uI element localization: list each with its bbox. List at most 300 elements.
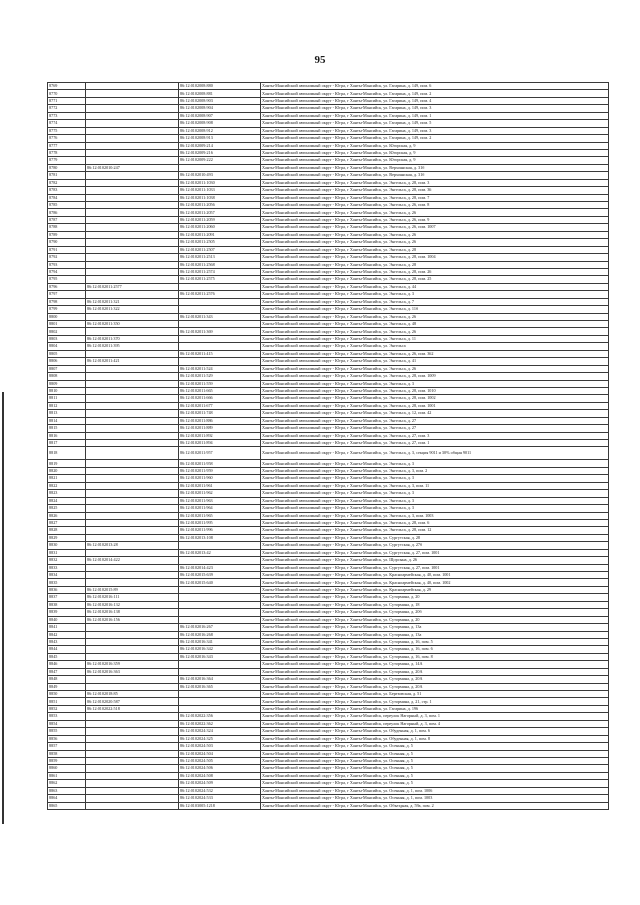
row-number: 8772 <box>48 105 86 112</box>
row-number: 8828 <box>48 527 86 534</box>
address-region-prefix: Ханты-Мансийский автономный округ - Югра, г Ханты-Мансийск, <box>262 720 384 726</box>
row-number: 8849 <box>48 683 86 690</box>
building-cadastral-number: 86:12:0102016:268 <box>179 631 261 638</box>
table-row <box>48 720 609 727</box>
address-street: ул. Энгельса, д. 26 <box>383 239 417 245</box>
land-cadastral-number <box>86 246 179 253</box>
address-street: ул. Энгельса, д. 3, секция 9011 и 30% общая 9011 <box>383 450 472 456</box>
property-address <box>261 387 609 394</box>
building-cadastral-number: 86:12:0102024:324 <box>179 728 261 735</box>
address-region-prefix: Ханты-Мансийский автономный округ - Югра, г Ханты-Мансийск, <box>262 202 384 208</box>
building-cadastral-number: 86:12:0102011:1030 <box>179 179 261 186</box>
address-street: ул. Сургутская, д. 27, пом. 1001 <box>383 549 440 555</box>
row-number: 8780 <box>48 164 86 171</box>
address-street: ул. Осенняя, д. 1, пом. 1003 <box>383 795 433 801</box>
address-region-prefix: Ханты-Мансийский автономный округ - Югра, г Ханты-Мансийск, <box>262 609 384 615</box>
address-street: ул. Сутормина, д. 16, пом. 5 <box>383 639 433 645</box>
building-cadastral-number: 86:12:0102011:2057 <box>179 209 261 216</box>
building-cadastral-number <box>179 609 261 616</box>
address-street: ул. Энгельса, д. 41 <box>383 358 417 364</box>
building-cadastral-number: 86:12:0102008:913 <box>179 135 261 142</box>
property-address <box>261 460 609 467</box>
table-row <box>48 127 609 134</box>
table-row <box>48 373 609 380</box>
property-address <box>261 172 609 179</box>
address-region-prefix: Ханты-Мансийский автономный округ - Югра, г Ханты-Мансийск, <box>262 306 384 312</box>
building-cadastral-number: 86:12:0102011:894 <box>179 440 261 447</box>
address-street: ул. Энгельса, д. 3 <box>383 505 415 511</box>
address-street: ул. Объездная, д. 59а, пом. 2 <box>383 802 434 808</box>
property-address <box>261 350 609 357</box>
land-cadastral-number <box>86 750 179 757</box>
row-number: 8795 <box>48 276 86 283</box>
property-address <box>261 676 609 683</box>
property-address <box>261 743 609 750</box>
row-number: 8788 <box>48 224 86 231</box>
property-address <box>261 512 609 519</box>
address-street: ул. Энгельса, д. 28, пом. 1002 <box>383 395 436 401</box>
building-cadastral-number: 86:12:0102011:2060 <box>179 224 261 231</box>
land-cadastral-number <box>86 216 179 223</box>
table-row <box>48 291 609 298</box>
property-address <box>261 490 609 497</box>
row-number: 8810 <box>48 387 86 394</box>
property-address <box>261 157 609 164</box>
building-cadastral-number: 86:12:0102011:965 <box>179 512 261 519</box>
land-cadastral-number <box>86 519 179 526</box>
table-row <box>48 231 609 238</box>
address-region-prefix: Ханты-Мансийский автономный округ - Югра, г Ханты-Мансийск, <box>262 239 384 245</box>
building-cadastral-number: 86:12:0102011:1038 <box>179 194 261 201</box>
address-region-prefix: Ханты-Мансийский автономный округ - Югра, г Ханты-Мансийск, <box>262 254 384 260</box>
table-row <box>48 505 609 512</box>
property-address <box>261 750 609 757</box>
table-row <box>48 490 609 497</box>
table-row <box>48 417 609 424</box>
property-address <box>261 802 609 809</box>
address-region-prefix: Ханты-Мансийский автономный округ - Югра, г Ханты-Мансийск, <box>262 542 384 548</box>
address-street: ул. Верхоянская, д. 31б <box>383 164 425 170</box>
table-row <box>48 460 609 467</box>
table-row <box>48 239 609 246</box>
row-number: 8846 <box>48 661 86 668</box>
address-street: ул. Сутормина, д. 14А <box>383 661 423 667</box>
property-address <box>261 691 609 698</box>
table-row <box>48 120 609 127</box>
property-address <box>261 467 609 474</box>
address-region-prefix: Ханты-Мансийский автономный округ - Югра, г Ханты-Мансийск, <box>262 365 384 371</box>
table-row <box>48 149 609 156</box>
land-cadastral-number <box>86 127 179 134</box>
building-cadastral-number <box>179 298 261 305</box>
address-street: ул. Энгельса, д. 3 <box>383 475 415 481</box>
property-address <box>261 631 609 638</box>
address-street: ул. Красноармейская, д. 40, пом. 1001 <box>383 572 451 578</box>
property-address <box>261 542 609 549</box>
land-cadastral-number: 86:12:0102016:132 <box>86 601 179 608</box>
land-cadastral-number <box>86 261 179 268</box>
property-address <box>261 105 609 112</box>
address-region-prefix: Ханты-Мансийский автономный округ - Югра, г Ханты-Мансийск, <box>262 758 384 764</box>
address-street: ул. Осенняя, д. 1, пом. 1006 <box>383 787 433 793</box>
building-cadastral-number: 86:12:0102011:2091 <box>179 231 261 238</box>
address-region-prefix: Ханты-Мансийский автономный округ - Югра, г Ханты-Мансийск, <box>262 432 384 438</box>
property-address <box>261 97 609 104</box>
address-region-prefix: Ханты-Мансийский автономный округ - Югра, г Ханты-Мансийск, <box>262 668 384 674</box>
building-cadastral-number: 86:12:0102011:962 <box>179 490 261 497</box>
land-cadastral-number <box>86 780 179 787</box>
land-cadastral-number <box>86 276 179 283</box>
land-cadastral-number <box>86 291 179 298</box>
address-region-prefix: Ханты-Мансийский автономный округ - Югра, г Ханты-Мансийск, <box>262 490 384 496</box>
row-number: 8836 <box>48 586 86 593</box>
property-address <box>261 224 609 231</box>
building-cadastral-number: 86:12:0102024:533 <box>179 795 261 802</box>
property-address <box>261 328 609 335</box>
address-street: ул. Обуденная, д. 1, пом. 8 <box>383 735 430 741</box>
row-number: 8865 <box>48 802 86 809</box>
building-cadastral-number: 86:12:0102011:343 <box>179 313 261 320</box>
land-cadastral-number <box>86 579 179 586</box>
building-cadastral-number: 86:12:0102011:958 <box>179 460 261 467</box>
table-row <box>48 328 609 335</box>
address-region-prefix: Ханты-Мансийский автономный округ - Югра, г Ханты-Мансийск, <box>262 549 384 555</box>
address-region-prefix: Ханты-Мансийский автономный округ - Югра, г Ханты-Мансийск, <box>262 467 384 473</box>
building-cadastral-number <box>179 306 261 313</box>
land-cadastral-number <box>86 787 179 794</box>
address-street: ул. Гагарина, д. 149, пом. 3 <box>383 127 432 133</box>
address-region-prefix: Ханты-Мансийский автономный округ - Югра, г Ханты-Мансийск, <box>262 512 384 518</box>
land-cadastral-number <box>86 743 179 750</box>
address-street: ул. Красноармейская, д. 40, пом. 1002 <box>383 579 451 585</box>
property-address <box>261 90 609 97</box>
land-cadastral-number <box>86 713 179 720</box>
building-cadastral-number: 86:12:0102009:216 <box>179 149 261 156</box>
building-cadastral-number: 86:12:0102011:964 <box>179 505 261 512</box>
land-cadastral-number <box>86 395 179 402</box>
row-number: 8806 <box>48 358 86 365</box>
land-cadastral-number <box>86 254 179 261</box>
address-region-prefix: Ханты-Мансийский автономный округ - Югра, г Ханты-Мансийск, <box>262 335 384 341</box>
row-number: 8844 <box>48 646 86 653</box>
building-cadastral-number: 86:12:0102011:2059 <box>179 216 261 223</box>
building-cadastral-number <box>179 358 261 365</box>
address-region-prefix: Ханты-Мансийский автономный округ - Югра, г Ханты-Мансийск, <box>262 172 384 178</box>
land-cadastral-number: 86:12:0102011:350 <box>86 321 179 328</box>
margin-bar <box>2 392 4 824</box>
table-row <box>48 179 609 186</box>
property-registry-table <box>47 82 609 810</box>
property-address <box>261 440 609 447</box>
row-number: 8802 <box>48 328 86 335</box>
building-cadastral-number: 86:12:0102011:2507 <box>179 246 261 253</box>
row-number: 8813 <box>48 410 86 417</box>
row-number: 8862 <box>48 780 86 787</box>
address-region-prefix: Ханты-Мансийский автономный округ - Югра, г Ханты-Мансийск, <box>262 358 384 364</box>
land-cadastral-number <box>86 505 179 512</box>
table-row <box>48 601 609 608</box>
property-address <box>261 646 609 653</box>
table-row <box>48 564 609 571</box>
land-cadastral-number: 86:12:0102011:421 <box>86 358 179 365</box>
address-region-prefix: Ханты-Мансийский автономный округ - Югра, г Ханты-Мансийск, <box>262 450 384 456</box>
property-address <box>261 142 609 149</box>
row-number: 8861 <box>48 772 86 779</box>
property-address <box>261 594 609 601</box>
property-address <box>261 380 609 387</box>
address-street: ул. Сутормина, д. 20б <box>383 609 422 615</box>
building-cadastral-number: 86:12:0102011:892 <box>179 432 261 439</box>
building-cadastral-number: 86:12:0102016:341 <box>179 638 261 645</box>
row-number: 8835 <box>48 579 86 586</box>
table-row <box>48 313 609 320</box>
table-row <box>48 467 609 474</box>
table-row <box>48 668 609 675</box>
address-region-prefix: Ханты-Мансийский автономный округ - Югра, г Ханты-Мансийск, <box>262 298 384 304</box>
row-number: 8843 <box>48 638 86 645</box>
row-number: 8833 <box>48 564 86 571</box>
land-cadastral-number <box>86 350 179 357</box>
property-address <box>261 586 609 593</box>
address-region-prefix: Ханты-Мансийский автономный округ - Югра, г Ханты-Мансийск, <box>262 150 384 156</box>
table-row <box>48 164 609 171</box>
table-row <box>48 135 609 142</box>
address-street: ул. Гагарина, д. 149, пом. 1 <box>383 112 432 118</box>
property-address <box>261 135 609 142</box>
property-address <box>261 564 609 571</box>
land-cadastral-number <box>86 313 179 320</box>
address-region-prefix: Ханты-Мансийский автономный округ - Югра, г Ханты-Мансийск, <box>262 750 384 756</box>
land-cadastral-number <box>86 482 179 489</box>
table-row <box>48 440 609 447</box>
building-cadastral-number: 86:12:0102015:639 <box>179 572 261 579</box>
table-row <box>48 298 609 305</box>
row-number: 8853 <box>48 713 86 720</box>
address-street: ул. Гагарина, д. 149, пом. 4 <box>383 97 432 103</box>
land-cadastral-number <box>86 772 179 779</box>
address-street: ул. Энгельса, д. 26, пом. 9 <box>383 216 430 222</box>
building-cadastral-number: 86:12:0102008:881 <box>179 90 261 97</box>
address-street: ул. Сутормина, д. 13а <box>383 631 422 637</box>
address-street: ул. Гагарина, д. 149, пом. 5 <box>383 120 432 126</box>
land-cadastral-number: 86:12:0102016:138 <box>86 609 179 616</box>
address-region-prefix: Ханты-Мансийский автономный округ - Югра, г Ханты-Мансийск, <box>262 802 384 808</box>
row-number: 8808 <box>48 373 86 380</box>
building-cadastral-number: 86:12:0102009:214 <box>179 142 261 149</box>
property-address <box>261 231 609 238</box>
address-region-prefix: Ханты-Мансийский автономный округ - Югра, г Ханты-Мансийск, <box>262 142 384 148</box>
address-street: ул. Сутормина, д. 13а <box>383 624 422 630</box>
property-address <box>261 713 609 720</box>
building-cadastral-number: 86:12:0102011:559 <box>179 380 261 387</box>
row-number: 8778 <box>48 149 86 156</box>
property-address <box>261 668 609 675</box>
property-address <box>261 194 609 201</box>
land-cadastral-number <box>86 683 179 690</box>
land-cadastral-number <box>86 490 179 497</box>
property-address <box>261 425 609 432</box>
land-cadastral-number <box>86 624 179 631</box>
address-street: ул. Энгельса, д. 26 <box>383 231 417 237</box>
building-cadastral-number: 86:12:0102024:503 <box>179 743 261 750</box>
table-row <box>48 358 609 365</box>
address-street: ул. Энгельса, д. 3 <box>383 460 415 466</box>
building-cadastral-number <box>179 343 261 350</box>
address-region-prefix: Ханты-Мансийский автономный округ - Югра, г Ханты-Мансийск, <box>262 698 384 704</box>
address-region-prefix: Ханты-Мансийский автономный округ - Югра, г Ханты-Мансийск, <box>262 246 384 252</box>
row-number: 8837 <box>48 594 86 601</box>
land-cadastral-number <box>86 417 179 424</box>
row-number: 8809 <box>48 380 86 387</box>
address-region-prefix: Ханты-Мансийский автономный округ - Югра, г Ханты-Мансийск, <box>262 291 384 297</box>
address-region-prefix: Ханты-Мансийский автономный округ - Югра, г Ханты-Мансийск, <box>262 520 384 526</box>
land-cadastral-number <box>86 105 179 112</box>
row-number: 8791 <box>48 246 86 253</box>
row-number: 8774 <box>48 120 86 127</box>
table-row <box>48 90 609 97</box>
row-number: 8770 <box>48 90 86 97</box>
building-cadastral-number: 86:12:0102011:961 <box>179 482 261 489</box>
building-cadastral-number: 86:12:0102011:1033 <box>179 187 261 194</box>
land-cadastral-number <box>86 83 179 90</box>
land-cadastral-number <box>86 90 179 97</box>
land-cadastral-number: 86:12:0102016:111 <box>86 594 179 601</box>
property-address <box>261 549 609 556</box>
building-cadastral-number: 86:12:0102008:907 <box>179 112 261 119</box>
land-cadastral-number <box>86 373 179 380</box>
table-row <box>48 306 609 313</box>
property-address <box>261 187 609 194</box>
address-region-prefix: Ханты-Мансийский автономный округ - Югра, г Ханты-Мансийск, <box>262 601 384 607</box>
address-street: ул. Энгельса <box>383 343 406 349</box>
building-cadastral-number: 86:12:0102011:665 <box>179 387 261 394</box>
property-address <box>261 202 609 209</box>
land-cadastral-number <box>86 527 179 534</box>
land-cadastral-number <box>86 497 179 504</box>
building-cadastral-number <box>179 616 261 623</box>
building-cadastral-number: 86:12:0102011:415 <box>179 350 261 357</box>
land-cadastral-number: 86:12:0102016:363 <box>86 668 179 675</box>
property-address <box>261 417 609 424</box>
building-cadastral-number: 86:12:0102016:267 <box>179 624 261 631</box>
address-street: ул. Энгельса, д. 7 <box>383 298 415 304</box>
property-address <box>261 728 609 735</box>
land-cadastral-number <box>86 512 179 519</box>
property-address <box>261 475 609 482</box>
land-cadastral-number <box>86 638 179 645</box>
address-region-prefix: Ханты-Мансийский автономный округ - Югра, г Ханты-Мансийск, <box>262 787 384 793</box>
address-street: ул. Гагарина, д. 149, пом. 2 <box>383 90 432 96</box>
address-street: ул. Сутормина, д. 20А <box>383 668 423 674</box>
building-cadastral-number: 86:12:0102022:362 <box>179 720 261 727</box>
land-cadastral-number: 86:12:0102013:28 <box>86 542 179 549</box>
land-cadastral-number <box>86 728 179 735</box>
building-cadastral-number: 86:12:0102011:2513 <box>179 254 261 261</box>
table-row <box>48 787 609 794</box>
address-region-prefix: Ханты-Мансийский автономный округ - Югра, г Ханты-Мансийск, <box>262 534 384 540</box>
property-address <box>261 261 609 268</box>
address-street: ул. Сургутская, д. 27б <box>383 542 423 548</box>
building-cadastral-number: 86:12:0102015:640 <box>179 579 261 586</box>
building-cadastral-number: 86:12:0102011:2056 <box>179 202 261 209</box>
land-cadastral-number <box>86 802 179 809</box>
row-number: 8794 <box>48 268 86 275</box>
land-cadastral-number: 86:12:0102016:359 <box>86 661 179 668</box>
address-street: ул. Обуденная, д. 1, пом. 6 <box>383 728 430 734</box>
table-row <box>48 512 609 519</box>
table-row <box>48 432 609 439</box>
table-row <box>48 624 609 631</box>
building-cadastral-number <box>179 668 261 675</box>
row-number: 8840 <box>48 616 86 623</box>
row-number: 8821 <box>48 475 86 482</box>
row-number: 8847 <box>48 668 86 675</box>
table-row <box>48 112 609 119</box>
property-address <box>261 482 609 489</box>
table-row <box>48 557 609 564</box>
property-address <box>261 534 609 541</box>
land-cadastral-number <box>86 231 179 238</box>
row-number: 8812 <box>48 402 86 409</box>
property-address <box>261 216 609 223</box>
property-address <box>261 557 609 564</box>
property-address <box>261 705 609 712</box>
table-row <box>48 350 609 357</box>
table-row <box>48 795 609 802</box>
property-address <box>261 765 609 772</box>
row-number: 8797 <box>48 291 86 298</box>
address-region-prefix: Ханты-Мансийский автономный округ - Югра, г Ханты-Мансийск, <box>262 83 384 89</box>
address-street: ул. Энгельса, д. 26, пом. 1007 <box>383 224 436 230</box>
land-cadastral-number <box>86 549 179 556</box>
property-address <box>261 720 609 727</box>
land-cadastral-number <box>86 757 179 764</box>
row-number: 8857 <box>48 743 86 750</box>
building-cadastral-number: 86:12:0102024:506 <box>179 765 261 772</box>
address-region-prefix: Ханты-Мансийский автономный округ - Югра, г Ханты-Мансийск, <box>262 90 384 96</box>
row-number: 8852 <box>48 705 86 712</box>
address-region-prefix: Ханты-Мансийский автономный округ - Югра, г Ханты-Мансийск, <box>262 328 384 334</box>
building-cadastral-number: 86:12:0102016:343 <box>179 653 261 660</box>
building-cadastral-number: 86:12:0102024:505 <box>179 757 261 764</box>
address-region-prefix: Ханты-Мансийский автономный округ - Югра, г Ханты-Мансийск, <box>262 97 384 103</box>
property-address <box>261 505 609 512</box>
land-cadastral-number: 86:12:0102014:422 <box>86 557 179 564</box>
land-cadastral-number <box>86 365 179 372</box>
building-cadastral-number: 86:12:0102011:524 <box>179 365 261 372</box>
row-number: 8805 <box>48 350 86 357</box>
row-number: 8792 <box>48 254 86 261</box>
row-number: 8803 <box>48 335 86 342</box>
land-cadastral-number <box>86 735 179 742</box>
property-address <box>261 653 609 660</box>
building-cadastral-number: 86:12:0102024:325 <box>179 735 261 742</box>
property-address <box>261 283 609 290</box>
row-number: 8776 <box>48 135 86 142</box>
table-row <box>48 802 609 809</box>
table-row <box>48 616 609 623</box>
property-address <box>261 497 609 504</box>
address-street: ул. Сургутская, д. 27, пом. 1001 <box>383 564 440 570</box>
table-row <box>48 586 609 593</box>
address-region-prefix: Ханты-Мансийский автономный округ - Югра, г Ханты-Мансийск, <box>262 616 384 622</box>
row-number: 8864 <box>48 795 86 802</box>
table-row <box>48 638 609 645</box>
address-street: ул. Осенняя, д. 5 <box>383 772 413 778</box>
property-address <box>261 772 609 779</box>
row-number: 8851 <box>48 698 86 705</box>
table-row <box>48 475 609 482</box>
